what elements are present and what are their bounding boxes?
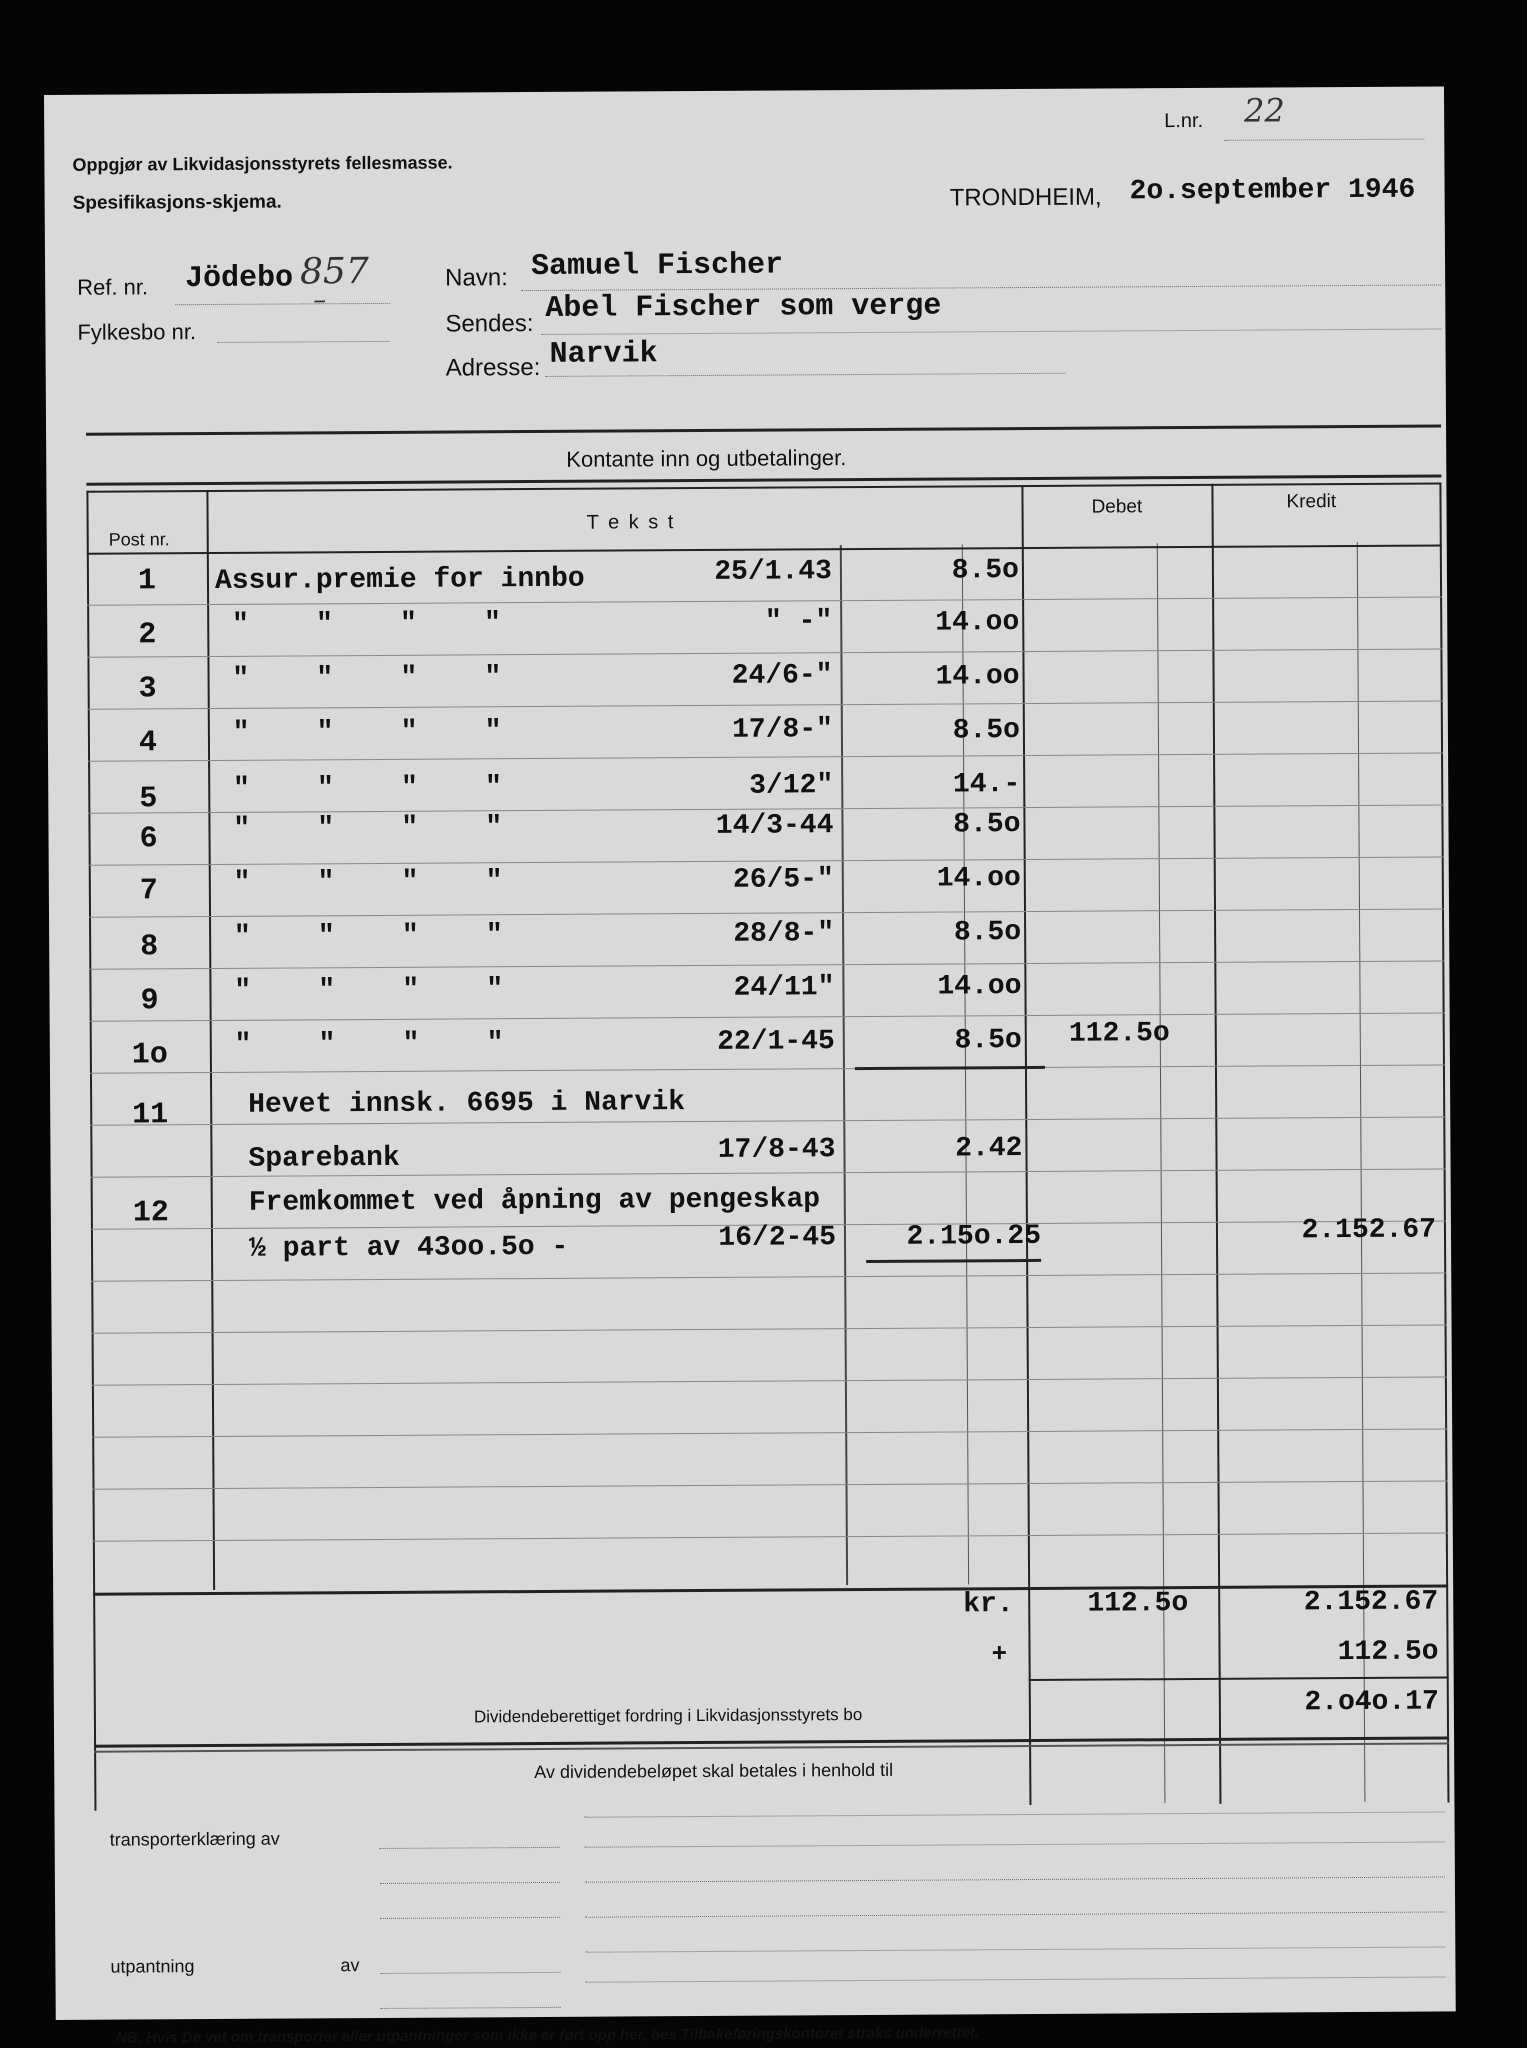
row-date: 24/6-" [731,660,833,692]
row-date: 17/8-" [731,714,833,746]
fylkesbo-dotline [218,341,390,343]
date-value: 2o.september 1946 [1129,174,1416,208]
ref-dotline [175,303,390,305]
post-number: 12 [132,1196,169,1231]
row-rule [92,1324,1447,1333]
row-rule [90,1012,1445,1021]
row-rule [92,1428,1447,1437]
row-text: Hevet innsk. 6695 i Narvik [248,1087,686,1121]
ref-value: Jödebo [185,261,294,297]
row-rule [90,1064,1445,1073]
row-date: 17/8-43 [717,1134,836,1166]
row-text: " " " " [215,662,502,695]
utpantning-label: utpantning [110,1956,195,1977]
row-rule [88,752,1443,761]
amount-underline [866,1259,1041,1263]
row-text: Assur.premie for innbo [214,563,585,597]
row-text: " " " " [217,920,503,953]
col-header-tekst: T e k s t [586,511,676,534]
row-amount: 8.5o [951,555,1020,587]
navn-value: Samuel Fischer [530,248,784,285]
dividend-value: 2.o4o.17 [1304,1686,1439,1719]
row-date: 28/8-" [733,918,835,950]
row-text: " " " " [216,866,503,899]
utpantning-name-line [381,2007,561,2009]
row-amount: 14.- [952,769,1021,801]
fylkesbo-label: Fylkesbo nr. [77,319,197,345]
sendes-label: Sendes: [445,310,534,338]
row-amount: 14.oo [936,863,1021,895]
transport-name-line [380,1847,560,1849]
utpantning-name-line [380,1972,560,1974]
col-header-post: Post nr. [108,529,170,550]
fylkesbo-value: – [313,285,327,316]
kr-label: kr. [963,1589,1014,1621]
row-amount: 2.15o.25 [906,1220,1042,1253]
sendes-value: Abel Fischer som verge [545,289,942,326]
kredit-subtotal: 2.152.67 [1301,1214,1437,1247]
lnr-dotline [1224,139,1424,141]
utpantning-av-label: av [340,1955,360,1976]
row-date: 26/5-" [732,864,834,896]
org-line: Oppgjør av Likvidasjonsstyrets fellesmasse. [72,152,453,175]
row-text: " " " " [217,1028,504,1061]
debet-cents-divider [962,544,969,1584]
col-kredit-left [1211,484,1221,1804]
row-text: " " " " [215,608,501,641]
post-number: 1 [137,564,157,599]
row-rule [93,1480,1448,1489]
row-text: " " " " [216,772,502,805]
row-text: " " " " [215,716,502,749]
transport-detail-line [585,1811,1445,1817]
kredit-total: 2.152.67 [1303,1586,1439,1619]
utpantning-detail-line [585,1946,1445,1952]
row-rule [92,1376,1447,1385]
nb-footer: NB. Hvis De vet om transporter eller utpantninger som ikke er ført opp her, bes Tilbakeføringskontoret straks underrettet. [115,2024,980,2047]
lnr-label: L.nr. [1164,109,1204,133]
row-amount: 14.oo [935,661,1020,693]
post-number: 3 [138,672,157,707]
post-number: 6 [139,822,158,857]
plus-sign: + [991,1639,1008,1670]
row-amount: 14.oo [935,607,1020,639]
plus-value: 112.5o [1337,1636,1439,1669]
post-number: 1o [131,1038,168,1073]
transport-name-line [380,1917,560,1919]
post-number: 4 [138,726,158,761]
table-right-border [1439,482,1449,1802]
debet-total: 112.5o [1087,1588,1189,1620]
dividend-label: Dividendeberettiget fordring i Likvidasjonsstyrets bo [473,1705,863,1727]
row-rule [87,596,1442,605]
sendes-dotline [541,328,1441,334]
post-number: 8 [140,930,159,965]
row-date: 24/11" [733,972,835,1004]
row-amount: 8.5o [953,809,1021,841]
subtotal-underline [855,1066,1045,1070]
lnr-value: 22 [1244,91,1285,130]
row-rule [87,648,1442,657]
row-amount: 8.5o [954,1025,1022,1057]
row-amount: 8.5o [953,917,1022,949]
row-amount: 8.5o [952,715,1020,747]
totals-mid-rule [1029,1676,1449,1681]
col-header-debet: Debet [1091,496,1143,518]
place-label: TRONDHEIM, [949,183,1102,212]
adresse-label: Adresse: [445,353,541,382]
post-number: 2 [138,618,157,653]
row-amount: 14.oo [937,971,1022,1003]
navn-dotline [521,284,1441,291]
transport-detail-line [585,1911,1445,1917]
ref-label: Ref. nr. [77,274,149,300]
row-date: 16/2-45 [718,1222,837,1254]
row-date: 14/3-44 [715,810,834,842]
row-rule [88,700,1443,709]
transport-detail-line [585,1841,1445,1847]
post-number: 7 [139,874,158,909]
adresse-dotline [546,373,1066,377]
form-sheet [44,86,1456,2047]
row-date: 25/1.43 [714,556,833,588]
ref-hand-number: 857 [299,251,369,293]
header-bottom-rule [87,544,1442,554]
utpantning-detail-line [586,1976,1446,1982]
adresse-value: Narvik [549,337,658,372]
row-amount: 2.42 [955,1133,1023,1165]
row-date: " -" [764,606,833,638]
row-text: Fremkommet ved åpning av pengeskap [248,1184,821,1219]
row-text: " " " " [217,974,504,1007]
form-title: Spesifikasjons-skjema. [72,191,282,214]
col-header-kredit: Kredit [1286,491,1337,513]
row-text: ½ part av 43oo.5o - [248,1231,569,1265]
row-rule [89,908,1444,917]
post-number: 9 [140,984,159,1019]
row-date: 22/1-45 [717,1026,835,1058]
section-title: Kontante inn og utbetalinger. [566,445,847,472]
row-text: " " " " [216,812,503,845]
row-rule [89,960,1444,969]
section-top-rule [86,424,1441,435]
row-rule [91,1272,1446,1281]
row-date: 3/12" [749,770,834,802]
transport-detail-line [585,1876,1445,1882]
navn-label: Navn: [445,264,508,292]
row-rule [93,1532,1448,1541]
post-number: 5 [139,782,158,817]
amount-col-left [840,545,848,1585]
transport-name-line [380,1882,560,1884]
debet-subtotal: 112.5o [1068,1018,1170,1050]
transport-label: transporterklæring av [109,1828,280,1850]
row-text: Sparebank [248,1142,400,1175]
post-number: 11 [132,1098,169,1133]
dividend-intro: Av dividendebeløpet skal betales i henhold til [534,1759,894,1783]
